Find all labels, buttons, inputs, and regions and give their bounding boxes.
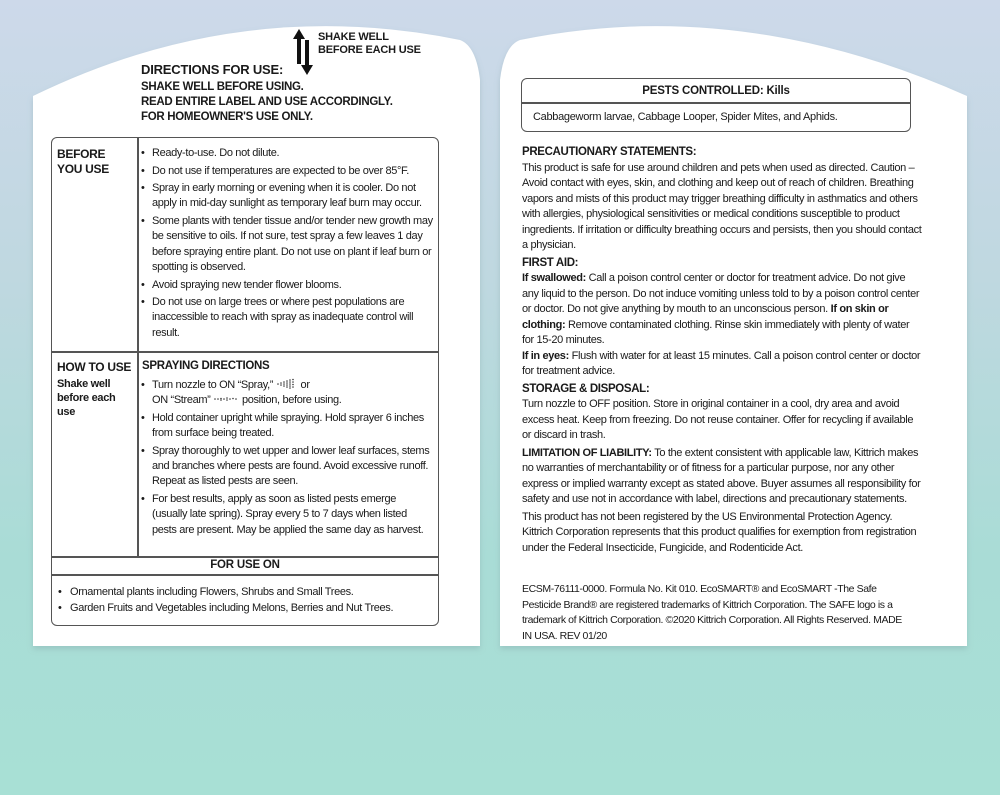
directions-lines xyxy=(141,80,393,125)
skin-text: Remove contaminated clothing. Rinse skin immediately with plenty of water for 15-20 minutes. xyxy=(522,318,910,346)
directions-heading: DIRECTIONS FOR USE: xyxy=(141,62,284,77)
directions-table xyxy=(51,137,439,626)
pests-controlled-box xyxy=(521,78,911,132)
list-item: • Ready-to-use. Do not dilute. xyxy=(141,146,433,161)
for-use-on-list xyxy=(58,584,428,616)
first-aid-heading: FIRST AID: xyxy=(522,256,579,269)
swallowed-text: Call a poison control center or doctor for treatment advice. Do not give any liquid to the person. Do not induce vomiting unless told to by a poison control center or doctor. Do not give anything by mouth to an unconscious person. xyxy=(522,272,920,315)
shake-arrows-icon xyxy=(292,28,314,76)
table-row-divider xyxy=(52,574,438,576)
list-item: • Do not use on large trees or where pest populations are inaccessible to reach with spray as inadequate control will result. xyxy=(141,295,433,341)
for-use-on-heading: FOR USE ON xyxy=(210,559,280,571)
nozzle-or: or xyxy=(300,379,310,391)
liability-heading: LIMITATION OF LIABILITY: xyxy=(522,446,652,459)
footer-text xyxy=(522,582,912,644)
before-you-use-list xyxy=(141,146,433,343)
how-to-use-sublabel: Shake well before each use xyxy=(57,378,116,418)
swallowed-label: If swallowed: xyxy=(522,272,586,284)
directions-line-3: FOR HOMEOWNER'S USE ONLY. xyxy=(141,111,313,123)
before-you-use-label: BEFORE YOU USE xyxy=(57,147,109,176)
nozzle-text-2: ON “Stream” xyxy=(152,394,211,407)
storage-heading: STORAGE & DISPOSAL: xyxy=(522,382,650,395)
list-item: • For best results, apply as soon as listed pests emerge (usually late spring). Spray every 5 to 7 days when listed pests are present. May be applied the same day as harvest. xyxy=(141,492,433,538)
eyes-text: Flush with water for at least 15 minutes. Call a poison control center or doctor for treatment advice. xyxy=(522,349,921,377)
eyes-label: If in eyes: xyxy=(522,349,569,362)
skin-label: If on skin or clothing: xyxy=(522,303,889,331)
table-row-divider xyxy=(52,351,438,353)
directions-line-2: READ ENTIRE LABEL AND USE ACCORDINGLY. xyxy=(141,96,393,108)
table-column-divider xyxy=(137,138,139,556)
pests-controlled-value: Cabbageworm larvae, Cabbage Looper, Spider Mites, and Aphids. xyxy=(533,111,838,123)
first-aid-swallowed xyxy=(522,271,922,349)
shake-line-2: BEFORE EACH USE xyxy=(318,44,421,56)
precautionary-text: This product is safe for use around children and pets when used as directed. Caution – Avoid contact with eyes, skin, and clothing and keep out of reach of children. Breathing vapors and mists of this product may trigger breathing difficulty in asthmatics and others with allergies, physiological sensitivities or medical conditions susceptible to product ingredients. If irritation or difficulty breathing occurs and persists, then you should contact a physician. xyxy=(522,161,922,251)
shake-line-1: SHAKE WELL xyxy=(318,31,389,43)
registration-text: This product has not been registered by the US Environmental Protection Agency. Kittrich Corporation represents that this product qualifies for exemption from registration under the Federal Insecticide, Fungicide, and Rodenticide Act. xyxy=(522,510,917,554)
liability-text: To the extent consistent with applicable law, Kittrich makes no warranties of merchantability or of fitness for a particular purpose, nor any other express or implied warranty except as stated above. Buyer assumes all responsibility for safety and use not in accordance with label, directions and precautionary statements. xyxy=(522,446,921,505)
shake-notice xyxy=(318,31,421,57)
how-to-use-label: HOW TO USE xyxy=(57,360,132,374)
list-item: • Garden Fruits and Vegetables including Melons, Berries and Nut Trees. xyxy=(58,600,428,616)
table-row-divider xyxy=(52,556,438,558)
list-item: • Ornamental plants including Flowers, Shrubs and Small Trees. xyxy=(58,584,428,600)
spraying-directions-list xyxy=(141,378,433,540)
nozzle-text-3: position, before using. xyxy=(241,394,342,407)
pests-controlled-heading: PESTS CONTROLLED: Kills xyxy=(642,85,790,97)
liability-paragraph xyxy=(522,446,922,508)
list-item: • Some plants with tender tissue and/or tender new growth may be sensitive to oils. If not sure, test spray a few leaves 1 day before spraying entire plant. Do not use on plant if leaf burn or spotting is observed. xyxy=(141,214,433,275)
right-panel-text xyxy=(522,143,922,556)
list-item: • Hold container upright while spraying. Hold sprayer 6 inches from surface being treated. xyxy=(141,411,433,442)
box-divider xyxy=(522,102,910,104)
list-item: • Spray in early morning or evening when it is cooler. Do not apply in mid-day sunlight as temporary leaf burn may occur. xyxy=(141,181,433,212)
list-item: • Spray thoroughly to wet upper and lower leaf surfaces, stems and branches where pests are found. Avoid excessive runoff. Repeat as listed pests are seen. xyxy=(141,444,433,490)
spray-pattern-icon xyxy=(276,378,298,389)
directions-line-1: SHAKE WELL BEFORE USING. xyxy=(141,81,304,93)
storage-text: Turn nozzle to OFF position. Store in original container in a cool, dry area and avoid excess heat. Keep from freezing. Do not reuse container. Offer for recycling if available or discard in trash. xyxy=(522,398,914,441)
footer-paragraph: ECSM-76111-0000. Formula No. Kit 010. EcoSMART® and EcoSMART -The Safe Pesticide Brand® are registered trademarks of Kittrich Corporation. The SAFE logo is a trademark of Kittrich Corporation. ©2020 Kittrich Corporation. All Rights Reserved. MADE IN USA. REV 01/20 xyxy=(522,583,902,642)
list-item: • Avoid spraying new tender flower blooms. xyxy=(141,278,433,293)
nozzle-text-1: Turn nozzle to ON “Spray,” xyxy=(152,379,274,391)
list-item: • Do not use if temperatures are expected to be over 85°F. xyxy=(141,164,433,179)
first-aid-eyes xyxy=(522,349,922,380)
stream-pattern-icon xyxy=(213,393,239,404)
precautionary-heading: PRECAUTIONARY STATEMENTS: xyxy=(522,146,697,158)
list-item xyxy=(141,378,433,409)
spraying-directions-heading: SPRAYING DIRECTIONS xyxy=(142,360,270,372)
